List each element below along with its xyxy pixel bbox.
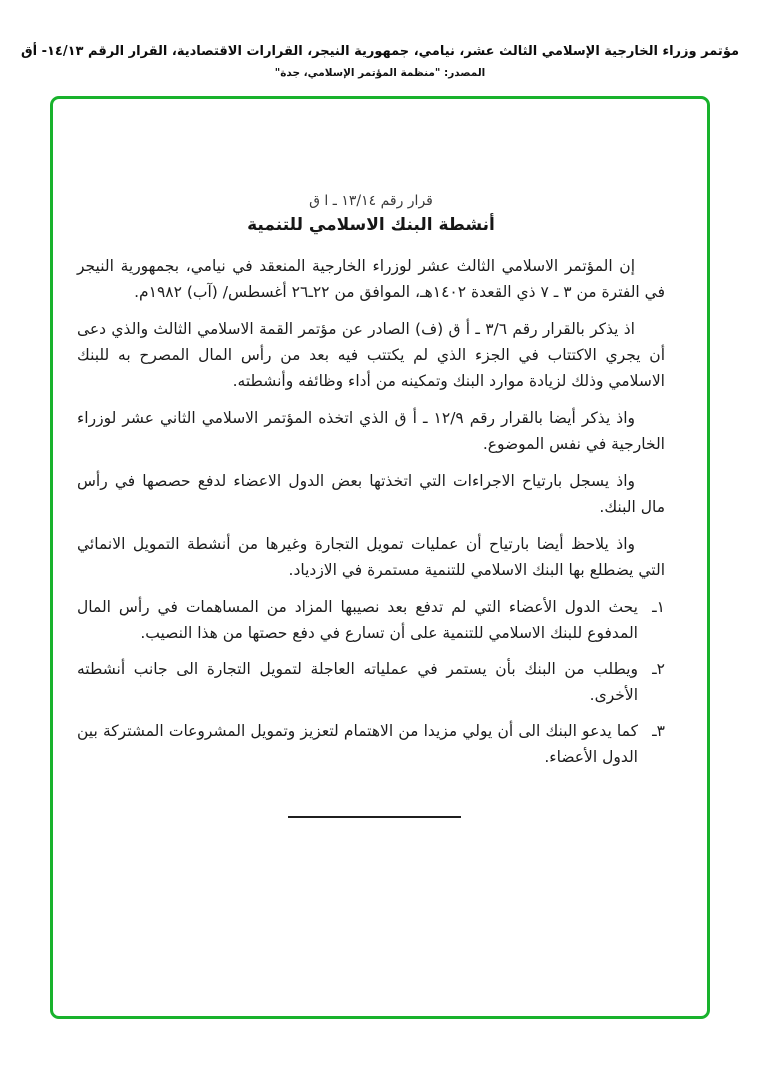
preamble-paragraph-4: واذ يسجل بارتياح الاجراءات التي اتخذتها بعض الدول الاعضاء لدفع حصصها في رأس مال البنك.	[77, 472, 665, 516]
preamble-paragraph-5: واذ يلاحظ أيضا بارتياح أن عمليات تمويل التجارة وغيرها من أنشطة التمويل الانمائي التي يضطلع بها البنك الاسلامي للتنمية مستمرة في الازدياد.	[77, 535, 665, 579]
header-conference-title: مؤتمر وزراء الخارجية الإسلامي الثالث عشر، نيامي، جمهورية النيجر، القرارات الاقتصادية، القرار الرقم ١٤/١٣- أق	[20, 44, 740, 59]
green-border-frame	[50, 96, 710, 1019]
list-item-text: يحث الدول الأعضاء التي لم تدفع بعد نصيبها المزاد من المساهمات في رأس المال المدفوع للبنك الاسلامي للتنمية على أن تسارع في دفع حصتها من هذا النصيب.	[77, 598, 638, 642]
resolution-subject-line: أنشطة البنك الاسلامي للتنمية	[247, 215, 495, 235]
document-header	[0, 0, 760, 80]
operative-items-list	[77, 594, 665, 770]
list-item-text: ويطلب من البنك بأن يستمر في عملياته العاجلة لتمويل التجارة الى جانب أنشطته الأخرى.	[77, 660, 638, 704]
preamble-paragraph-3: واذ يذكر أيضا بالقرار رقم ١٢/٩ ـ أ ق الذي اتخذه المؤتمر الاسلامي الثاني عشر لوزراء الخارجية في نفس الموضوع.	[77, 409, 665, 453]
header-source-line: المصدر: "منظمة المؤتمر الإسلامي، جدة"	[274, 67, 486, 79]
list-item-text: كما يدعو البنك الى أن يولي مزيدا من الاهتمام لتعزيز وتمويل المشروعات المشتركة بين الدول الأعضاء.	[77, 722, 638, 766]
list-item-number: ٢ـ	[652, 660, 665, 678]
list-item-number: ١ـ	[652, 598, 665, 616]
preamble-paragraph-2: اذ يذكر بالقرار رقم ٣/٦ ـ أ ق (ف) الصادر عن مؤتمر القمة الاسلامي الثالث والذي دعى أن يجري الاكتتاب في الجزء الذي لم يكتتب فيه بعد من رأس المال المصرح به للبنك الاسلامي وذلك لزيادة موارد البنك وتمكينه من أداء وظائفه وأنشطته.	[77, 320, 665, 390]
scanned-document	[53, 99, 707, 1016]
list-item	[77, 594, 665, 646]
preamble-paragraph-1: إن المؤتمر الاسلامي الثالث عشر لوزراء الخارجية المنعقد في نيامي، بجمهورية النيجر في الفترة من ٣ ـ ٧ ذي القعدة ١٤٠٢هـ، الموافق من ٢٢ـ٢٦ أغسطس/ (آب) ١٩٨٢م.	[77, 257, 665, 301]
resolution-number-line: قرار رقم ١٣/١٤ ـ ا ق	[309, 193, 433, 209]
closing-rule	[288, 816, 461, 818]
resolution-title-block	[77, 191, 665, 237]
list-item	[77, 718, 665, 770]
list-item	[77, 656, 665, 708]
list-item-number: ٣ـ	[652, 722, 665, 740]
